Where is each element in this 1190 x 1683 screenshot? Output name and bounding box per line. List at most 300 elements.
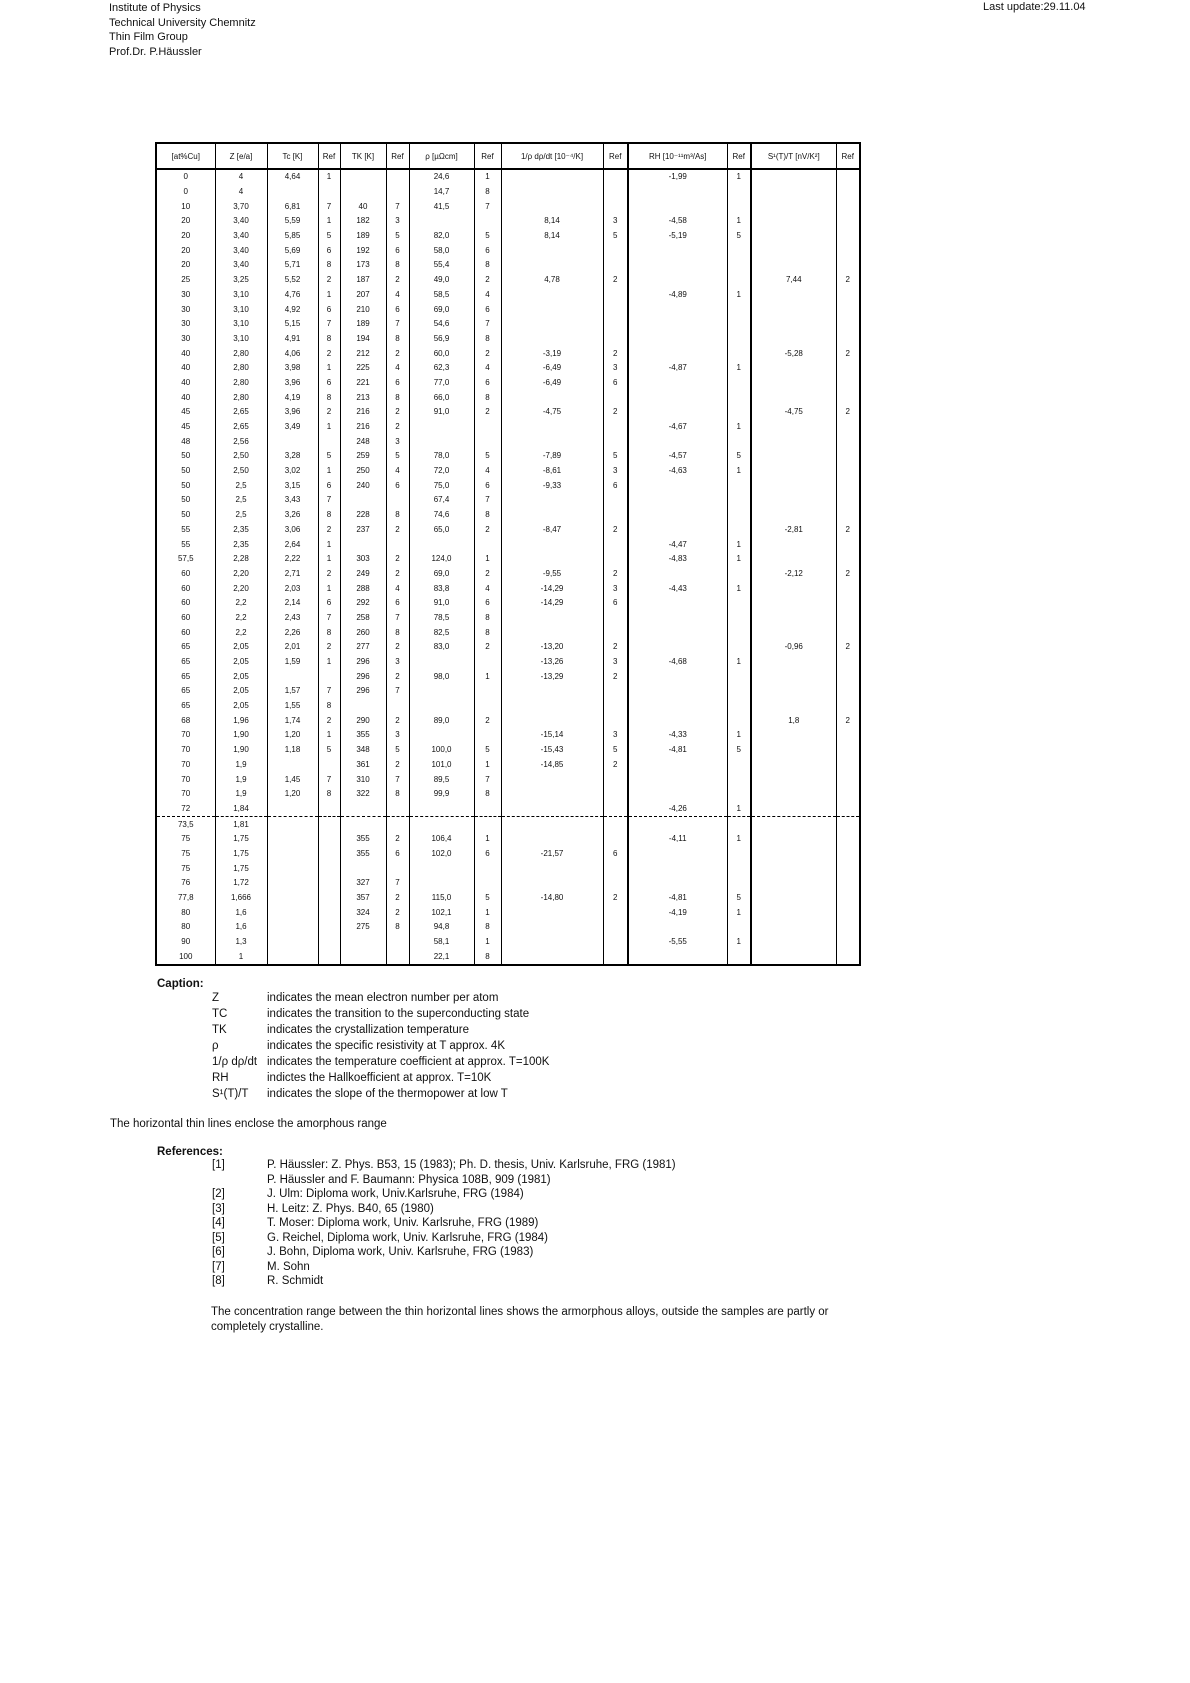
table-cell: 1 [727,537,751,552]
column-header: Ref [727,143,751,169]
table-cell [628,669,727,684]
table-cell [751,891,836,906]
table-cell [501,949,603,965]
table-cell: 3,40 [215,258,267,273]
table-cell: 322 [340,787,386,802]
table-cell [751,655,836,670]
table-cell: 5 [474,743,501,758]
table-cell: 55 [181,539,191,549]
table-cell: 67,4 [409,493,474,508]
table-cell: 2,05 [215,699,267,714]
table-cell: 7 [318,684,340,699]
table-cell [628,758,727,773]
table-cell [409,434,474,449]
table-cell: -14,29 [501,581,603,596]
table-row [156,758,860,773]
table-cell [603,199,628,214]
table-cell: 45 [181,422,191,432]
table-row [156,655,860,670]
table-row [156,640,860,655]
table-cell: 124,0 [409,552,474,567]
table-cell [409,420,474,435]
table-cell: 290 [340,713,386,728]
table-cell: 80 [181,922,191,932]
table-cell: 70 [181,730,191,740]
table-cell: 212 [340,346,386,361]
table-cell: 1,96 [215,713,267,728]
table-row [156,243,860,258]
table-cell [836,787,860,802]
table-cell: 6 [474,847,501,862]
table-cell [727,949,751,965]
table-row [156,625,860,640]
table-cell [628,523,727,538]
table-cell [727,847,751,862]
table-cell: 1,9 [215,758,267,773]
table-cell [267,185,318,200]
header-line: Thin Film Group [109,31,188,43]
table-cell [603,185,628,200]
caption-description: indicates the temperature coefficient at approx. T=100K [267,1056,550,1068]
table-cell [751,728,836,743]
reference-item [157,1158,977,1173]
reference-key: [3] [212,1202,225,1215]
table-cell: 189 [340,317,386,332]
caption-item [157,990,977,1006]
table-cell: 1,90 [215,743,267,758]
table-cell [474,728,501,743]
table-cell: 65 [181,701,191,711]
table-cell [836,464,860,479]
caption-description: indicates the specific resistivity at T approx. 4K [267,1040,505,1052]
table-cell [501,185,603,200]
table-cell: 3 [603,214,628,229]
table-cell: 1 [727,552,751,567]
table-cell: 3 [386,655,409,670]
table-cell: 3,10 [215,332,267,347]
table-cell [628,699,727,714]
table-cell: 4,06 [267,346,318,361]
table-cell: 60 [181,583,191,593]
table-cell [340,169,386,185]
table-cell: 2,5 [215,508,267,523]
table-cell: 2 [386,640,409,655]
table-cell [318,891,340,906]
table-cell: 8 [386,390,409,405]
table-cell: 221 [340,376,386,391]
table-cell: 106,4 [409,832,474,847]
table-cell: 6 [474,596,501,611]
table-cell: 78,0 [409,449,474,464]
table-cell: 6 [386,847,409,862]
table-cell: 1 [727,728,751,743]
table-cell [603,552,628,567]
table-cell: 2 [386,405,409,420]
table-cell: 6 [386,243,409,258]
table-cell: 303 [340,552,386,567]
table-cell: 5,59 [267,214,318,229]
table-row [156,847,860,862]
table-cell: 5 [603,449,628,464]
table-cell [628,625,727,640]
table-cell [751,611,836,626]
table-cell [628,684,727,699]
table-cell: 249 [340,567,386,582]
table-cell: 65 [181,642,191,652]
table-cell [836,317,860,332]
table-cell [836,949,860,965]
table-cell: 74,6 [409,508,474,523]
table-cell [751,847,836,862]
references-title: References: [157,1146,223,1158]
table-cell: 4 [474,581,501,596]
table-cell: 8 [474,258,501,273]
reference-item [157,1202,977,1217]
table-cell [727,243,751,258]
table-cell [474,214,501,229]
caption-symbol: S¹(T)/T [212,1088,249,1100]
table-cell: 3,98 [267,361,318,376]
table-cell: 77,0 [409,376,474,391]
table-cell: 2,05 [215,655,267,670]
table-cell [727,405,751,420]
table-cell: 355 [340,847,386,862]
reference-key: [1] [212,1159,225,1171]
table-cell: -13,20 [501,640,603,655]
table-cell [751,390,836,405]
column-header: Ref [474,143,501,169]
table-cell [751,905,836,920]
table-cell [318,817,340,832]
table-cell: 4 [386,581,409,596]
table-cell [836,537,860,552]
table-cell: -13,26 [501,655,603,670]
table-cell: 40 [340,199,386,214]
table-cell [501,611,603,626]
table-cell: 2,26 [267,625,318,640]
table-row [156,332,860,347]
table-row [156,449,860,464]
table-cell [409,214,474,229]
table-row [156,817,860,832]
table-cell [751,317,836,332]
table-cell: 7 [386,876,409,891]
table-cell: 2,50 [215,449,267,464]
caption-item [157,1086,977,1102]
table-cell: 8 [474,949,501,965]
table-cell [628,346,727,361]
table-cell: 58,5 [409,288,474,303]
table-row [156,861,860,876]
table-cell [727,346,751,361]
table-row [156,949,860,965]
table-cell: 2 [318,346,340,361]
table-cell: 216 [340,420,386,435]
table-cell [836,861,860,876]
table-cell: 5,85 [267,229,318,244]
table-cell [836,669,860,684]
table-cell [267,876,318,891]
table-cell: 1 [474,669,501,684]
table-cell: 1,666 [215,891,267,906]
table-cell: 7 [386,199,409,214]
table-cell: -4,47 [628,537,727,552]
table-cell [603,787,628,802]
table-row [156,552,860,567]
table-cell [474,655,501,670]
table-cell: 1 [318,464,340,479]
table-cell: 70 [181,759,191,769]
table-cell [751,817,836,832]
table-row [156,258,860,273]
table-cell [836,905,860,920]
table-cell [628,273,727,288]
table-cell: 6 [318,302,340,317]
table-cell [603,332,628,347]
table-cell [628,596,727,611]
table-cell [603,920,628,935]
table-cell: 83,0 [409,640,474,655]
table-cell [386,185,409,200]
reference-text: H. Leitz: Z. Phys. B40, 65 (1980) [267,1202,434,1215]
table-header-row [156,143,860,169]
table-cell: 3,25 [215,273,267,288]
table-cell: 2 [386,420,409,435]
table-cell: 2 [836,273,860,288]
table-cell: 3,26 [267,508,318,523]
table-cell: 1,75 [215,832,267,847]
table-cell: 5,71 [267,258,318,273]
table-cell: 5 [318,229,340,244]
table-cell [409,684,474,699]
table-cell: 2 [474,273,501,288]
table-cell: 55,4 [409,258,474,273]
table-row [156,420,860,435]
table-cell [751,596,836,611]
table-cell: 94,8 [409,920,474,935]
table-cell [751,861,836,876]
reference-text: J. Bohn, Diploma work, Univ. Karlsruhe, FRG (1983) [267,1246,534,1258]
table-cell [501,420,603,435]
table-cell: 2 [836,346,860,361]
table-cell [751,743,836,758]
table-cell: 228 [340,508,386,523]
table-cell: 8 [318,258,340,273]
table-cell [628,405,727,420]
table-row [156,464,860,479]
table-cell: 248 [340,434,386,449]
table-cell: 57,5 [177,554,194,564]
table-cell: 2,14 [267,596,318,611]
table-cell [751,288,836,303]
table-cell [318,669,340,684]
table-cell: 1,55 [267,699,318,714]
table-cell: 1 [474,758,501,773]
table-cell: 6 [603,847,628,862]
table-cell [836,449,860,464]
table-cell: -9,55 [501,567,603,582]
table-cell: 3,10 [215,302,267,317]
table-cell [628,640,727,655]
table-cell: 3,06 [267,523,318,538]
table-cell: 3 [603,361,628,376]
table-cell: 1 [215,949,267,965]
table-cell: 73,5 [177,819,194,829]
table-cell: 1,3 [215,935,267,950]
table-cell [603,317,628,332]
reference-text: P. Häussler and F. Baumann: Physica 108B, 909 (1981) [267,1173,551,1186]
table-cell: 2,5 [215,478,267,493]
table-cell: 2,80 [215,390,267,405]
table-row [156,876,860,891]
amorphous-note: The horizontal thin lines enclose the amorphous range [110,1118,387,1130]
table-cell: 3,40 [215,229,267,244]
table-cell [501,332,603,347]
table-row [156,434,860,449]
table-row [156,169,860,185]
table-cell: 1 [727,169,751,185]
table-cell [628,847,727,862]
caption-item [157,1070,977,1086]
table-cell: -1,99 [628,169,727,185]
table-cell [727,390,751,405]
table-cell: 1 [474,169,501,185]
table-cell: 102,1 [409,905,474,920]
header-line: Technical University Chemnitz [109,16,256,29]
table-cell [501,537,603,552]
table-cell [751,772,836,787]
table-cell [727,332,751,347]
table-cell [727,493,751,508]
table-cell: 4,78 [501,273,603,288]
table-cell: 194 [340,332,386,347]
reference-key: [6] [212,1246,225,1258]
table-cell [751,493,836,508]
table-cell: 2 [318,273,340,288]
table-cell [628,920,727,935]
table-cell: 7 [318,772,340,787]
table-row [156,273,860,288]
table-row [156,508,860,523]
table-cell [727,611,751,626]
table-cell: 259 [340,449,386,464]
table-cell [267,802,318,817]
table-cell: 5,52 [267,273,318,288]
table-cell: 8 [318,625,340,640]
table-cell: 78,5 [409,611,474,626]
table-cell [318,832,340,847]
table-cell: 2 [603,758,628,773]
table-cell: 14,7 [409,185,474,200]
table-cell: 7 [386,611,409,626]
table-cell [727,817,751,832]
table-cell: 357 [340,891,386,906]
table-row [156,390,860,405]
table-cell [603,684,628,699]
table-cell [628,861,727,876]
table-cell [340,861,386,876]
table-cell: 82,5 [409,625,474,640]
table-cell: 7 [318,199,340,214]
table-cell [603,243,628,258]
table-cell: 2 [386,346,409,361]
table-cell: 2,05 [215,669,267,684]
table-cell: 7 [386,317,409,332]
table-cell: 3,28 [267,449,318,464]
table-cell [628,508,727,523]
table-cell [501,625,603,640]
table-cell: 60 [181,568,191,578]
table-cell: -4,57 [628,449,727,464]
table-row [156,537,860,552]
table-cell: 355 [340,832,386,847]
table-cell: 20 [181,216,191,226]
table-cell: 7 [474,199,501,214]
table-cell [603,802,628,817]
table-cell [603,949,628,965]
table-cell [727,758,751,773]
table-cell: 2 [836,640,860,655]
table-cell: 2 [386,523,409,538]
table-cell: -4,75 [501,405,603,420]
table-cell [603,817,628,832]
table-cell: 2 [836,567,860,582]
column-header: Z [e/a] [215,143,267,169]
table-cell: 2,05 [215,640,267,655]
table-cell: 1,8 [751,713,836,728]
table-cell: 8 [474,611,501,626]
reference-text: T. Moser: Diploma work, Univ. Karlsruhe, FRG (1989) [267,1217,539,1229]
table-cell: 2,20 [215,567,267,582]
table-cell [501,258,603,273]
table-cell: 3,15 [267,478,318,493]
table-cell [603,625,628,640]
table-cell [836,728,860,743]
table-row [156,493,860,508]
reference-text: J. Ulm: Diploma work, Univ.Karlsruhe, FRG (1984) [267,1188,524,1200]
table-cell: 3 [386,728,409,743]
table-cell: 1,9 [215,787,267,802]
table-cell [603,390,628,405]
table-cell [409,699,474,714]
caption-section [157,978,977,1102]
column-header: Ref [318,143,340,169]
reference-item [157,1187,977,1202]
table-cell [603,288,628,303]
table-cell [836,581,860,596]
table-cell: 50 [181,451,191,461]
table-cell: 1 [727,214,751,229]
table-row [156,405,860,420]
table-cell [628,302,727,317]
table-cell [318,935,340,950]
table-cell [318,185,340,200]
table-cell: 2 [318,640,340,655]
caption-description: indictes the Hallkoefficient at approx. T=10K [267,1072,492,1084]
table-cell: -4,75 [751,405,836,420]
table-cell [836,552,860,567]
table-cell: -21,57 [501,847,603,862]
table-cell: -8,61 [501,464,603,479]
table-cell [751,449,836,464]
table-cell [409,537,474,552]
table-cell: 98,0 [409,669,474,684]
table-cell [501,920,603,935]
table-cell: 2 [318,567,340,582]
table-cell: 91,0 [409,596,474,611]
table-cell [751,935,836,950]
table-cell: 5 [474,229,501,244]
